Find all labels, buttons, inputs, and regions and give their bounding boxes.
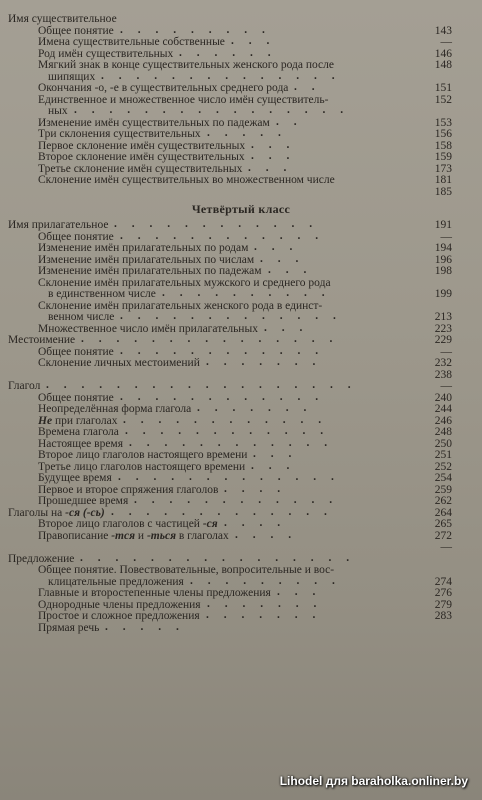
toc-page-number: 251 (434, 449, 452, 461)
toc-entry-title: Склонение имён существительных во множественном числе (38, 174, 335, 186)
toc-entry-title: Изменение имён прилагательных по падежам (38, 265, 262, 277)
toc-entry (0, 289, 482, 301)
toc-leader-dots: . . . (248, 162, 293, 174)
toc-entry (0, 312, 482, 324)
toc-leader-dots: . . . . . . . . . . . . . (120, 311, 342, 322)
toc-leader-dots: . . . . . . . . . (120, 24, 271, 36)
section-fourth-grade (0, 220, 482, 634)
toc-entry (0, 623, 482, 635)
toc-leader-dots: . . . . . . . . . . . . . . . . (74, 105, 350, 116)
toc-entry-title: Второе лицо глаголов настоящего времени (38, 449, 248, 461)
toc-entry-title: Третье склонение имён существительных (38, 162, 243, 175)
toc-leader-dots: . . (294, 82, 321, 93)
toc-page-number: 265 (434, 518, 452, 530)
toc-page-number: 274 (434, 575, 452, 588)
toc-leader-dots: . . . . . . . . . . . . (125, 426, 330, 437)
toc-entry-title: Правописание -тся и -ться в глаголах (38, 529, 229, 542)
toc-entry-title: Три склонения существительных (38, 128, 201, 140)
toc-leader-dots: . . . . . . . (206, 610, 322, 621)
watermark: Lihodel для baraholka.onliner.by (279, 774, 468, 788)
toc-entry-title: Имя прилагательное (8, 219, 109, 231)
toc-page-number: 229 (434, 334, 452, 346)
toc-leader-dots: . . . . . . . (206, 357, 322, 368)
toc-entry-title: Главные и второстепенные члены предложения (38, 587, 271, 599)
toc-entry-title: Общее понятие (38, 345, 114, 358)
section-third-grade (0, 14, 482, 198)
toc-page-number: 194 (434, 242, 452, 254)
toc-page-number: 250 (434, 437, 452, 450)
toc-page-number: 246 (434, 414, 452, 427)
toc-entry-title: Не при глаголах (38, 414, 118, 427)
toc-leader-dots: . . . . . . . . . . . . (114, 219, 319, 230)
toc-entry-title: Склонение имён прилагательных женского рода в единст- (38, 299, 323, 312)
toc-page-number: — (440, 380, 452, 392)
toc-page-number: 283 (434, 610, 452, 622)
toc-leader-dots: . . . . . . . . . . . . . . (101, 70, 341, 82)
toc-page-number: — (440, 541, 452, 553)
toc-leader-dots: . . . (254, 242, 299, 253)
toc-page-number: 276 (434, 587, 452, 599)
toc-leader-dots: . . . . . . (179, 47, 277, 59)
toc-entry (0, 187, 482, 199)
toc-entry (0, 450, 482, 462)
toc-leader-dots: . . . . . . . . . . . . (120, 345, 325, 357)
toc-entry-title: Настоящее время (38, 437, 123, 450)
toc-entry-title: Глаголы на -ся (-сь) (8, 506, 105, 519)
toc-page-number: 148 (434, 59, 452, 71)
toc-page-number: 272 (434, 529, 452, 542)
toc-page-number: 259 (434, 483, 452, 496)
toc-leader-dots: . . . . . . . . . (190, 575, 341, 587)
toc-page-number: 223 (434, 322, 452, 335)
toc-page-number: — (440, 230, 452, 243)
toc-entry-title: Имена существительные собственные (38, 36, 225, 48)
toc-entry-title: в единственном числе (48, 288, 156, 300)
toc-entry-title: шипящих (48, 70, 96, 83)
toc-entry (0, 531, 482, 543)
toc-page-number: 262 (434, 495, 452, 507)
toc-entry-title: Изменение имён существительных по падежам (38, 116, 270, 129)
toc-leader-dots: . . . (264, 322, 309, 334)
toc-entry-title: Множественное число имён прилагательных (38, 322, 258, 335)
toc-leader-dots: . . . (251, 151, 296, 162)
toc-entry (0, 83, 482, 95)
toc-entry-title: ных (48, 105, 68, 117)
toc-leader-dots: . . . (268, 265, 313, 276)
toc-page-number: 240 (434, 391, 452, 404)
toc-page-number: 153 (434, 116, 452, 129)
toc-leader-dots: . . (276, 116, 303, 128)
toc-entry-title: Неопределённая форма глагола (38, 403, 192, 415)
toc-entry-title: Второе лицо глаголов с частицей -ся (38, 518, 218, 530)
toc-leader-dots: . . . . . . . (197, 403, 313, 414)
toc-entry-title: Общее понятие (38, 391, 114, 404)
toc-leader-dots: . . . (253, 449, 298, 460)
toc-entry (0, 266, 482, 278)
toc-page-number: — (440, 345, 452, 358)
toc-leader-dots: . . . . . . . . . . . . . . . . (80, 552, 356, 564)
toc-leader-dots: . . . . . . . . . . . . (120, 230, 325, 242)
toc-page-number: 152 (434, 93, 452, 106)
toc-entry-title: клицательные предложения (48, 575, 184, 588)
toc-entry (0, 243, 482, 255)
toc-leader-dots: . . . . . . . . . . . . (134, 495, 339, 506)
toc-entry-title: Общее понятие. Повествовательные, вопросительные и вос- (38, 564, 335, 576)
toc-page-number: 151 (434, 82, 452, 94)
toc-leader-dots: . . . . . (105, 621, 185, 633)
toc-entry-title: Прошедшее время (38, 495, 129, 507)
toc-entry (0, 152, 482, 164)
toc-page-number: 173 (434, 162, 452, 175)
toc-entry-title: Предложение (8, 552, 75, 565)
toc-entry-title: Мягкий знак в конце существительных женского рода после (38, 59, 334, 71)
toc-leader-dots: . . . . (224, 483, 287, 495)
toc-page-number: 213 (434, 311, 452, 323)
toc-leader-dots: . . . . . . . . . . . . . . . (81, 334, 339, 345)
table-of-contents (0, 14, 482, 634)
toc-leader-dots: . . . . . (207, 128, 287, 139)
toc-page-number: 146 (434, 47, 452, 60)
toc-page-number: 264 (434, 506, 452, 519)
toc-page-number: 181 (434, 174, 452, 186)
toc-entry (0, 175, 482, 187)
toc-entry (0, 129, 482, 141)
toc-entry-title: Прямая речь (38, 621, 100, 634)
toc-page-number: 196 (434, 253, 452, 266)
toc-entry-title: венном числе (48, 311, 115, 323)
toc-leader-dots: . . . (251, 139, 296, 151)
toc-entry-title: Второе склонение имён существительных (38, 151, 245, 163)
toc-page-number: 254 (434, 472, 452, 484)
toc-entry-title: Местоимение (8, 334, 76, 346)
toc-page-number: — (440, 36, 452, 48)
toc-leader-dots: . . . . . . . . . . . . (123, 414, 328, 426)
toc-entry-title: Простое и сложное предложения (38, 610, 200, 622)
toc-entry-title: Изменение имён прилагательных по родам (38, 242, 249, 254)
toc-page-number: 279 (434, 598, 452, 611)
toc-leader-dots: . . . (251, 460, 296, 472)
toc-leader-dots: . . . . (235, 529, 298, 541)
toc-entry-title: Третье лицо глаголов настоящего времени (38, 460, 246, 473)
toc-page-number: 143 (434, 24, 452, 37)
toc-entry-title: Склонение личных местоимений (38, 357, 200, 369)
toc-leader-dots: . . . (260, 253, 305, 265)
toc-leader-dots: . . . (231, 36, 276, 47)
toc-leader-dots: . . . . . . . . . . . . (120, 391, 325, 403)
toc-entry (0, 611, 482, 623)
toc-entry-title: Будущее время (38, 472, 112, 484)
toc-page-number: 159 (434, 151, 452, 163)
toc-page-number: 185 (434, 185, 452, 198)
toc-page-number: 191 (434, 219, 452, 231)
toc-leader-dots: . . . . . . . . . . (162, 288, 331, 299)
toc-leader-dots: . . . . . . . . . . . . . (111, 506, 333, 518)
toc-entry-title: Имя существительное (8, 13, 117, 25)
toc-page-number: 238 (434, 368, 452, 381)
toc-page-number: 232 (434, 357, 452, 369)
toc-leader-dots: . . . . . . . . . . . . . . . . . . (46, 380, 357, 391)
toc-leader-dots: . . . . . . . (207, 598, 323, 610)
toc-entry-title: Однородные члены предложения (38, 598, 201, 611)
toc-page-number: 248 (434, 426, 452, 438)
toc-entry-title: Времена глагола (38, 426, 119, 438)
toc-entry-title: Изменение имён прилагательных по числам (38, 253, 255, 266)
toc-entry-title: Общее понятие (38, 230, 114, 243)
toc-entry-title: Первое и второе спряжения глаголов (38, 483, 219, 496)
toc-entry-title: Род имён существительных (38, 47, 174, 60)
toc-leader-dots: . . . . . . . . . . . . (129, 437, 334, 449)
toc-entry-title: Первое склонение имён существительных (38, 139, 246, 152)
toc-page-number: 199 (434, 288, 452, 300)
toc-entry (0, 106, 482, 118)
toc-leader-dots: . . . (277, 587, 322, 598)
section-heading: Четвёртый класс (191, 202, 291, 216)
toc-leader-dots: . . . . . . . . . . . . . (118, 472, 340, 483)
toc-page-number: 158 (434, 139, 452, 152)
toc-entry-title: Окончания -о, -е в существительных среднего рода (38, 82, 289, 94)
toc-entry (0, 358, 482, 370)
toc-page-number: 198 (434, 265, 452, 277)
toc-page-number: 244 (434, 403, 452, 415)
toc-entry-title: Склонение имён прилагательных мужского и среднего рода (38, 276, 331, 289)
toc-page-number: 156 (434, 128, 452, 140)
toc-entry-title: Общее понятие (38, 24, 114, 37)
toc-page-number: 252 (434, 460, 452, 473)
toc-entry-title: Глагол (8, 380, 41, 392)
toc-leader-dots: . . . . (224, 518, 287, 529)
toc-entry-title: Единственное и множественное число имён существитель- (38, 93, 329, 106)
